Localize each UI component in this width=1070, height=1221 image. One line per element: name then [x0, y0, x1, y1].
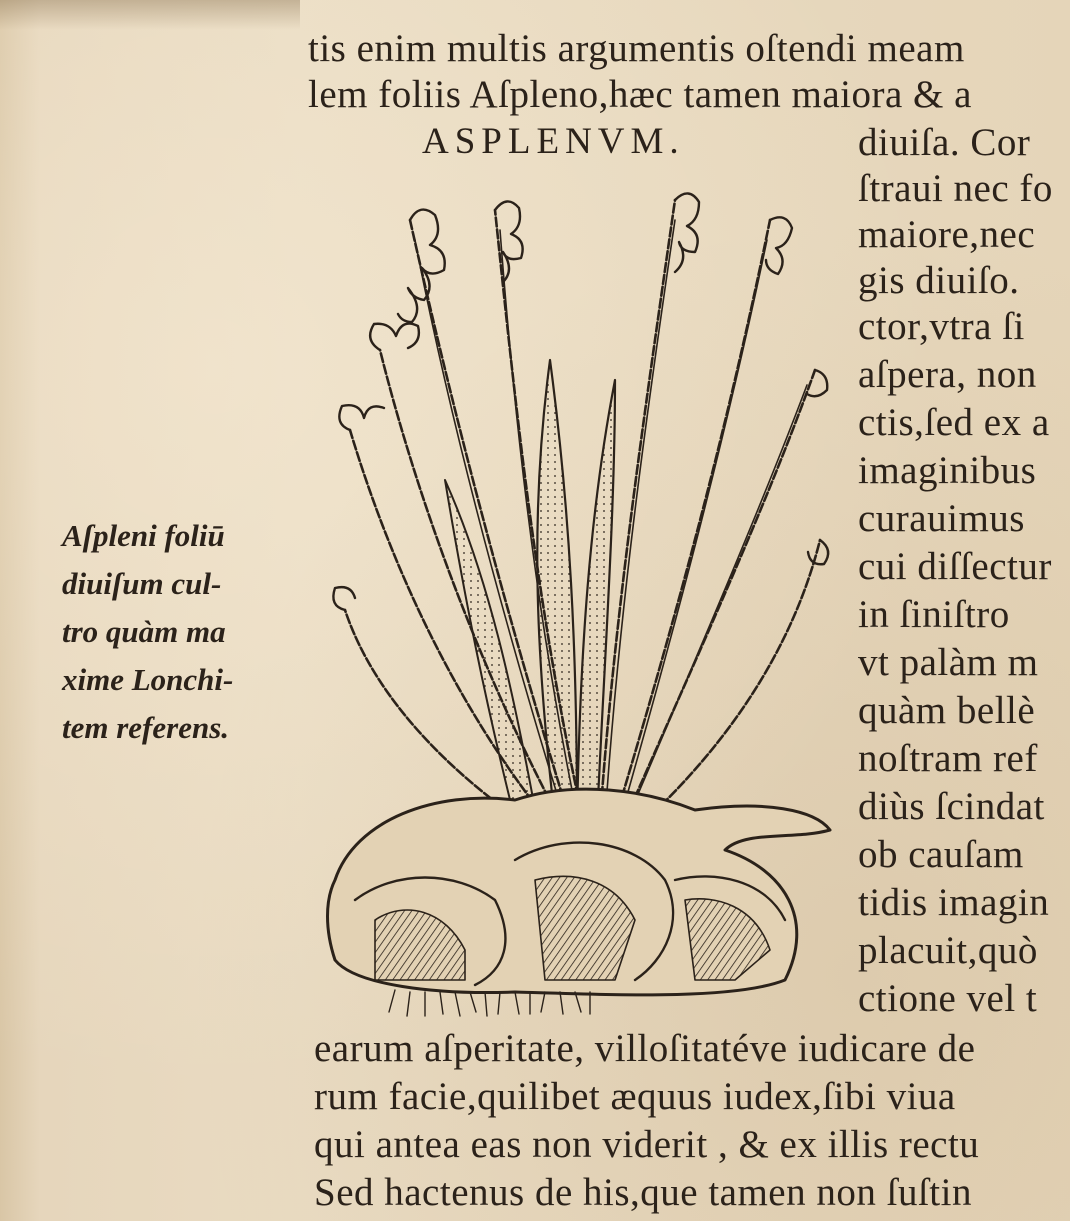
margin-note-line: xime Lonchi-	[62, 662, 234, 697]
column-line: noſtram ref	[858, 737, 1038, 780]
column-line: cui diſſectur	[858, 545, 1052, 588]
column-line: aſpera, non	[858, 353, 1037, 396]
margin-note-line: Aſpleni foliū	[62, 518, 225, 553]
column-line: placuit,quò	[858, 929, 1038, 972]
asplenium-woodcut	[315, 180, 845, 1020]
column-line: diuiſa. Cor	[858, 121, 1031, 164]
column-line: curauimus	[858, 497, 1025, 540]
body-line-4: rum facie,quilibet æquus iudex,ſibi viua	[314, 1075, 956, 1118]
column-line: in ſiniſtro	[858, 593, 1010, 636]
margin-note-line: tem referens.	[62, 710, 230, 745]
column-line: gis diuiſo.	[858, 259, 1020, 302]
body-line-5: qui antea eas non viderit , & ex illis rectu	[314, 1123, 980, 1166]
page-shadow	[0, 0, 300, 30]
column-line: vt palàm m	[858, 641, 1039, 684]
body-line-6: Sed hactenus de his,que tamen non ſuſtin	[314, 1171, 972, 1214]
body-line-3: earum aſperitate, villoſitatéve iudicare de	[314, 1027, 976, 1070]
margin-note-line: diuiſum cul-	[62, 566, 222, 601]
column-line: diùs ſcindat	[858, 785, 1045, 828]
column-line: ctis,ſed ex a	[858, 401, 1050, 444]
column-line: imaginibus	[858, 449, 1037, 492]
column-line: ctione vel t	[858, 977, 1038, 1020]
column-line: maiore,nec	[858, 213, 1036, 256]
column-line: ob cauſam	[858, 833, 1024, 876]
column-line: ſtraui nec fo	[858, 167, 1053, 210]
column-line: tidis imagin	[858, 881, 1050, 924]
margin-note-line: tro quàm ma	[62, 614, 226, 649]
figure-caption: ASPLENVM.	[422, 121, 685, 162]
column-line: quàm bellè	[858, 689, 1036, 732]
column-line: ctor,vtra ſi	[858, 305, 1025, 348]
margin-note	[62, 512, 302, 752]
body-line-2: lem foliis Aſpleno,hæc tamen maiora & a	[308, 73, 972, 116]
body-line-1: tis enim multis argumentis oſtendi meam	[308, 27, 965, 70]
